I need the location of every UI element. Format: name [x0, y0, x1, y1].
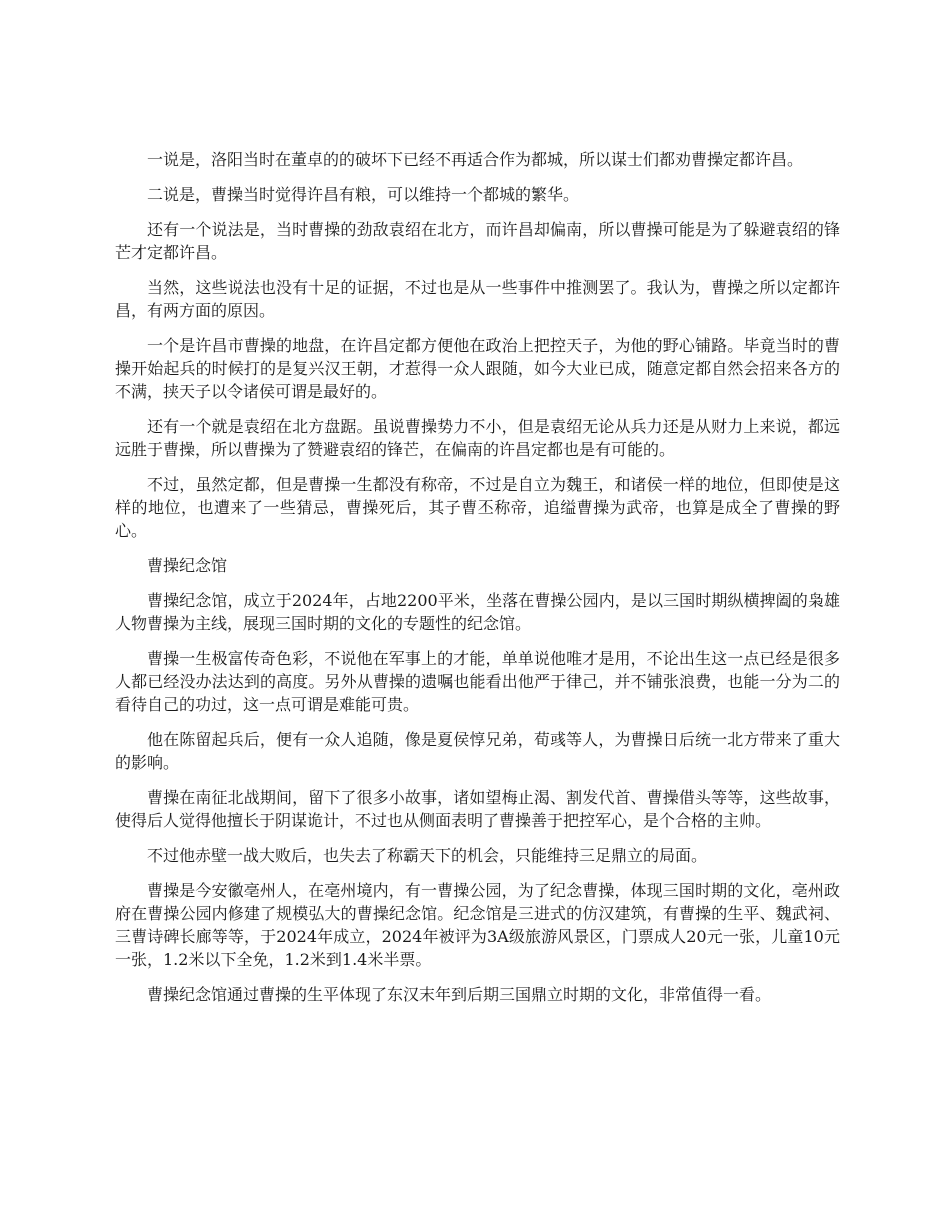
paragraph: 曹操是今安徽亳州人，在亳州境内，有一曹操公园，为了纪念曹操，体现三国时期的文化，亳州政府在曹操公园内修建了规模弘大的曹操纪念馆。纪念馆是三进式的仿汉建筑，有曹操的生平、魏武祠、三曹诗碑长廊等等，于2024年成立，2024年被评为3A级旅游风景区，门票成人20元一张，儿童10元一张，1.2米以下全免，1.2米到1.4米半票。 [115, 881, 840, 969]
section-heading: 曹操纪念馆 [147, 556, 228, 575]
paragraph: 曹操纪念馆，成立于2024年，占地2200平米，坐落在曹操公园内，是以三国时期纵横捭阖的枭雄人物曹操为主线，展现三国时期的文化的专题性的纪念馆。 [115, 591, 840, 633]
paragraph: 二说是，曹操当时觉得许昌有粮，可以维持一个都城的繁华。 [147, 185, 580, 204]
paragraph: 曹操在南征北战期间，留下了很多小故事，诸如望梅止渴、割发代首、曹操借头等等，这些故事，使得后人觉得他擅长于阴谋诡计，不过也从侧面表明了曹操善于把控军心，是个合格的主帅。 [115, 788, 840, 830]
paragraph: 曹操纪念馆通过曹操的生平体现了东汉末年到后期三国鼎立时期的文化，非常值得一看。 [147, 985, 772, 1004]
document-page [115, 148, 840, 1018]
paragraph: 不过他赤壁一战大败后，也失去了称霸天下的机会，只能维持三足鼎立的局面。 [147, 846, 708, 865]
paragraph: 曹操一生极富传奇色彩，不说他在军事上的才能，单单说他唯才是用，不论出生这一点已经是很多人都已经没办法达到的高度。另外从曹操的遗嘱也能看出他严于律己，并不铺张浪费，也能一分为二的看待自己的功过，这一点可谓是难能可贵。 [115, 649, 840, 714]
paragraph: 一说是，洛阳当时在董卓的的破坏下已经不再适合作为都城，所以谋士们都劝曹操定都许昌。 [147, 150, 804, 169]
paragraph: 还有一个就是袁绍在北方盘踞。虽说曹操势力不小，但是袁绍无论从兵力还是从财力上来说，都远远胜于曹操，所以曹操为了赞避袁绍的锋芒，在偏南的许昌定都也是有可能的。 [115, 417, 840, 459]
paragraph: 还有一个说法是，当时曹操的劲敌袁绍在北方，而许昌却偏南，所以曹操可能是为了躲避袁绍的锋芒才定都许昌。 [115, 220, 840, 262]
paragraph: 一个是许昌市曹操的地盘，在许昌定都方便他在政治上把控天子，为他的野心铺路。毕竟当时的曹操开始起兵的时候打的是复兴汉王朝，才惹得一众人跟随，如今大业已成，随意定都自然会招来各方的不满，挟天子以令诸侯可谓是最好的。 [115, 336, 840, 401]
paragraph: 他在陈留起兵后，便有一众人追随，像是夏侯惇兄弟，荀彧等人，为曹操日后统一北方带来了重大的影响。 [115, 730, 840, 772]
paragraph: 不过，虽然定都，但是曹操一生都没有称帝，不过是自立为魏王，和诸侯一样的地位，但即使是这样的地位，也遭来了一些猜忌，曹操死后，其子曹丕称帝，追缢曹操为武帝，也算是成全了曹操的野心。 [115, 475, 840, 540]
paragraph: 当然，这些说法也没有十足的证据，不过也是从一些事件中推测罢了。我认为，曹操之所以定都许昌，有两方面的原因。 [115, 278, 840, 320]
